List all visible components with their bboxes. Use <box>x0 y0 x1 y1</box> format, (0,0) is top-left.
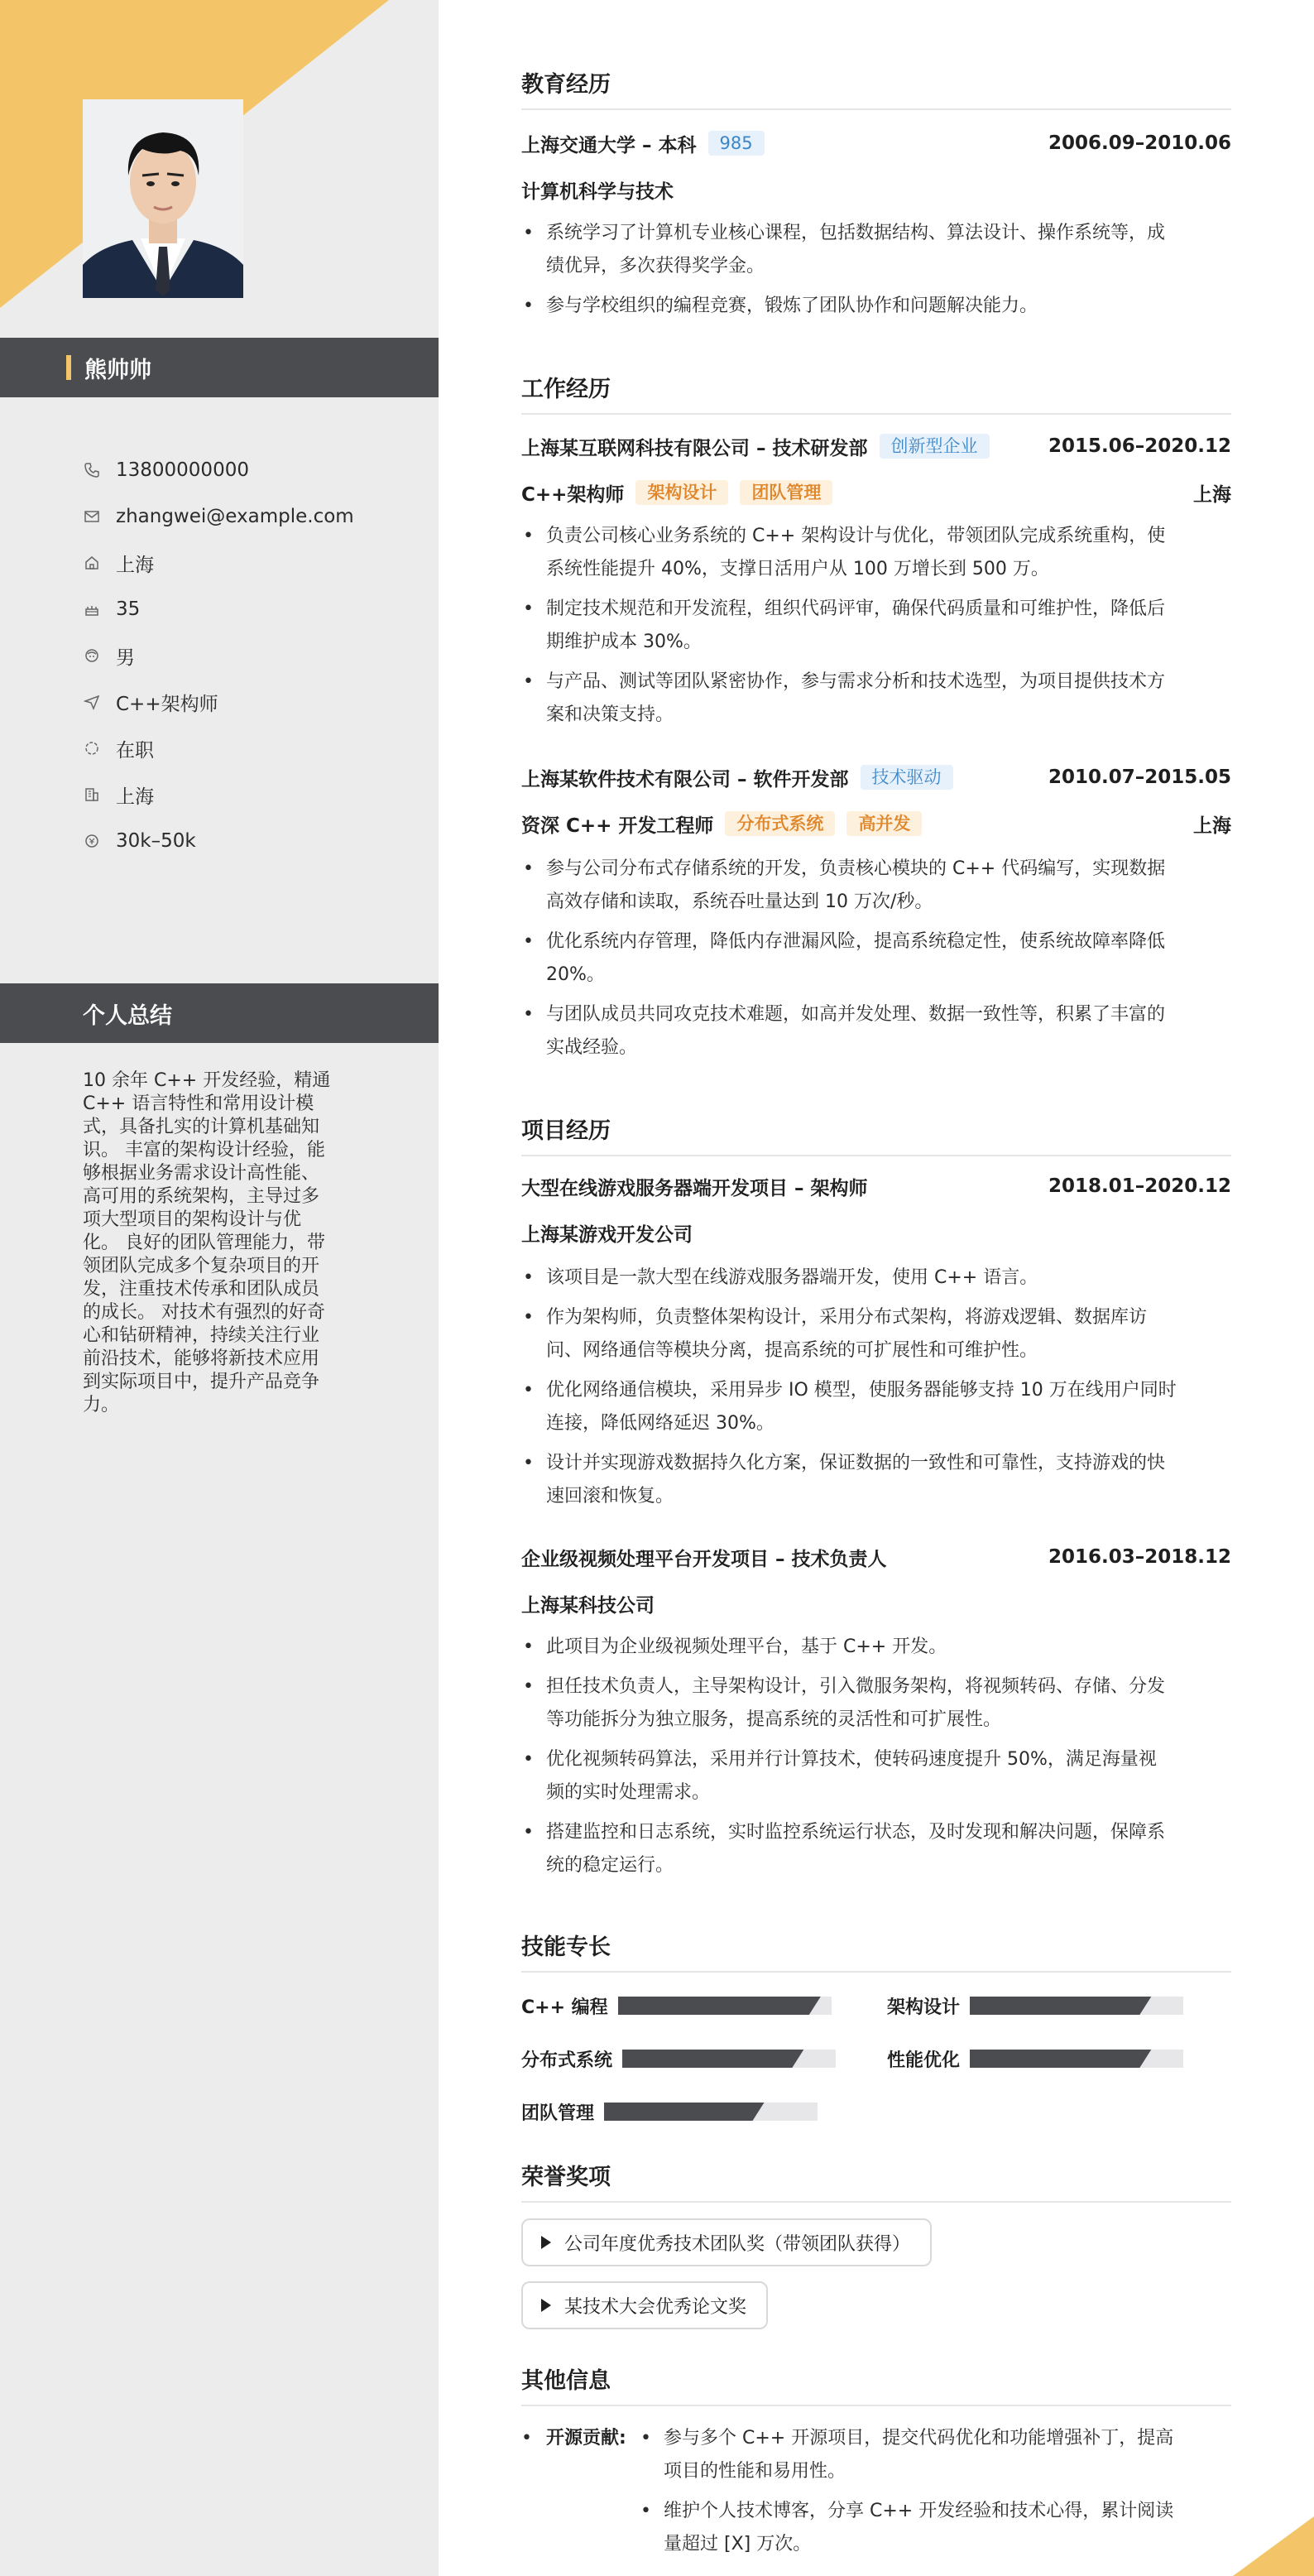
salary-icon <box>83 832 101 850</box>
contact-age: 35 <box>83 586 430 632</box>
corner-decoration <box>1233 2516 1314 2576</box>
skill-bar-fill <box>970 2050 1151 2068</box>
cake-icon <box>83 600 101 618</box>
contact-gender: 男 <box>83 632 430 679</box>
name-bar <box>0 338 439 397</box>
job-role-row <box>521 478 1231 507</box>
person-name: 熊帅帅 <box>84 357 151 383</box>
section-title-work: 工作经历 <box>521 371 1231 415</box>
project-bullets <box>521 1631 1231 1889</box>
role-tag: 架构设计 <box>635 480 728 505</box>
project-header <box>521 1172 1231 1200</box>
contact-city: 上海 <box>83 771 430 818</box>
skill-bar <box>970 2050 1183 2068</box>
list-item: • 优化网络通信模块，采用异步 IO 模型，使服务器能够支持 10 万在线用户同时 连接，降低网络延迟 30%。 <box>523 1380 1177 1434</box>
skill-bar <box>604 2103 818 2121</box>
skill-bar <box>618 1997 832 2015</box>
list-item: • 此项目为企业级视频处理平台，基于 C++ 开发。 <box>523 1636 947 1657</box>
other-label: 开源贡献: <box>546 2428 626 2449</box>
list-item: • 搭建监控和日志系统，实时监控系统运行状态，及时发现和解决问题，保障系 统的稳定运行。 <box>523 1822 1166 1876</box>
other-info: • 开源贡献: • 参与多个 C++ 开源项目，提交代码优化和功能增强补丁，提高 项目的性能和易用性。 • 维护个人技术博客，分享 C++ 开发经验和技术心得，累计阅读 量超过 [X] 万次。 <box>521 2422 1231 2568</box>
job-role-row <box>521 810 1231 838</box>
job-header <box>521 763 1231 791</box>
contact-phone: 13800000000 <box>83 447 430 493</box>
list-item: • 参与多个 C++ 开源项目，提交代码优化和功能增强补丁，提高 项目的性能和易用性。 <box>640 2428 1174 2482</box>
job-role: 资深 C++ 开发工程师 <box>521 815 714 837</box>
contact-home: 上海 <box>83 540 430 586</box>
skill-item: 架构设计 <box>887 1993 1183 2018</box>
project-bullets <box>521 1262 1231 1520</box>
mail-icon <box>83 507 101 526</box>
list-item: • 优化视频转码算法，采用并行计算技术，使转码速度提升 50%，满足海量视 频的实时处理需求。 <box>523 1749 1157 1803</box>
company-name: 上海某互联网科技有限公司 – 技术研发部 <box>521 437 868 459</box>
name-accent <box>66 355 71 380</box>
skill-item: 性能优化 <box>887 2046 1183 2071</box>
avatar <box>83 99 243 298</box>
contact-salary: 30k–50k <box>83 818 430 864</box>
skill-item: 分布式系统 <box>521 2046 836 2071</box>
list-item: • 参与公司分布式存储系统的开发，负责核心模块的 C++ 代码编写，实现数据 高效存储和读取，系统吞吐量达到 10 万次/秒。 <box>523 858 1166 912</box>
list-item: • 系统学习了计算机专业核心课程，包括数据结构、算法设计、操作系统等，成 绩优异，多次获得奖学金。 <box>523 223 1166 276</box>
school-name: 上海交通大学 – 本科 <box>521 134 697 156</box>
skill-bar-fill <box>604 2103 765 2121</box>
contact-status: 在职 <box>83 725 430 771</box>
send-icon <box>83 693 101 711</box>
role-tag: 分布式系统 <box>725 811 835 836</box>
project-name: 大型在线游戏服务器端开发项目 – 架构师 <box>521 1177 868 1199</box>
gender-icon <box>83 646 101 665</box>
company-tag: 创新型企业 <box>880 434 990 459</box>
company-tag: 技术驱动 <box>861 765 953 790</box>
job-role: C++架构师 <box>521 483 625 506</box>
list-item: • 作为架构师，负责整体架构设计，采用分布式架构，将游戏逻辑、数据库访 问、网络通信等模块分离，提高系统的可扩展性和可维护性。 <box>523 1307 1148 1361</box>
list-item: • 担任技术负责人，主导架构设计，引入微服务架构，将视频转码、存储、分发 等功能拆分为独立服务，提高系统的灵活性和可扩展性。 <box>523 1676 1166 1730</box>
sidebar <box>0 0 439 2576</box>
project-org: 上海某科技公司 <box>521 1594 655 1617</box>
contact-email: zhangwei@example.com <box>83 493 430 540</box>
job-header <box>521 432 1231 460</box>
contact-position: C++架构师 <box>83 679 430 725</box>
list-item: • 与产品、测试等团队紧密协作，参与需求分析和技术选型，为项目提供技术方 案和决策支持。 <box>523 671 1166 725</box>
list-item: • 维护个人技术博客，分享 C++ 开发经验和技术心得，累计阅读 量超过 [X] 万次。 <box>640 2501 1174 2554</box>
home-icon <box>83 554 101 572</box>
role-tag: 团队管理 <box>740 480 832 505</box>
job-location: 上海 <box>1193 483 1231 506</box>
job-location: 上海 <box>1193 815 1231 837</box>
skill-bar-fill <box>970 1997 1151 2015</box>
list-item: • 优化系统内存管理，降低内存泄漏风险，提高系统稳定性，使系统故障率降低 20%。 <box>523 931 1166 985</box>
education-date: 2006.09–2010.06 <box>1048 132 1231 154</box>
project-date: 2018.01–2020.12 <box>1048 1175 1231 1197</box>
project-header <box>521 1543 1231 1571</box>
award-item[interactable]: 公司年度优秀技术团队奖（带领团队获得） <box>521 2218 932 2266</box>
list-item: • 设计并实现游戏数据持久化方案，保证数据的一致性和可靠性，支持游戏的快 速回滚和恢复。 <box>523 1453 1166 1507</box>
list-item: • 负责公司核心业务系统的 C++ 架构设计与优化，带领团队完成系统重构，使 系统性能提升 40%，支撑日活用户从 100 万增长到 500 万。 <box>523 526 1166 579</box>
skill-item: C++ 编程 <box>521 1993 832 2018</box>
education-bullets <box>521 217 1231 329</box>
status-icon <box>83 739 101 757</box>
skill-bar-fill <box>618 1997 821 2015</box>
skill-bar <box>622 2050 836 2068</box>
job-date: 2010.07–2015.05 <box>1048 767 1231 788</box>
skill-item: 团队管理 <box>521 2099 818 2124</box>
education-header <box>521 129 1231 157</box>
list-item: • 制定技术规范和开发流程，组织代码评审，确保代码质量和可维护性，降低后 期维护成本 30%。 <box>523 598 1166 652</box>
list-item: • 该项目是一款大型在线游戏服务器端开发，使用 C++ 语言。 <box>523 1267 1038 1288</box>
school-tag: 985 <box>708 131 765 156</box>
project-date: 2016.03–2018.12 <box>1048 1546 1231 1568</box>
summary-text: 10 余年 C++ 开发经验，精通 C++ 语言特性和常用设计模 式，具备扎实的计算机基础知 识。 丰富的架构设计经验，能 够根据业务需求设计高性能、 高可用的系统架构，主导过多 项大型项目的架构设计与优 化。 良好的团队管理能力，带 领团队完成多个复杂项目的开 发，注重技术传承和团队成员 的成长。 对技术有强烈的好奇 心和钻研精神，持续关注行业 前沿技术，能够将新技术应用 到实际项目中，提升产品竞争 力。 <box>83 1070 331 1415</box>
section-title-projects: 项目经历 <box>521 1113 1231 1156</box>
company-name: 上海某软件技术有限公司 – 软件开发部 <box>521 768 849 791</box>
skill-bar <box>970 1997 1183 2015</box>
section-title-other: 其他信息 <box>521 2362 1231 2406</box>
section-title-education: 教育经历 <box>521 66 1231 110</box>
summary-header: 个人总结 <box>0 983 439 1043</box>
job-bullets <box>521 853 1231 1071</box>
role-tag: 高并发 <box>846 811 922 836</box>
project-org: 上海某游戏开发公司 <box>521 1223 693 1246</box>
play-icon <box>541 2236 551 2249</box>
job-date: 2015.06–2020.12 <box>1048 435 1231 457</box>
list-item: • 参与学校组织的编程竞赛，锻炼了团队协作和问题解决能力。 <box>523 296 1038 316</box>
play-icon <box>541 2299 551 2312</box>
contact-list <box>83 447 430 864</box>
job-bullets <box>521 520 1231 738</box>
education-major: 计算机科学与技术 <box>521 180 674 203</box>
project-name: 企业级视频处理平台开发项目 – 技术负责人 <box>521 1548 887 1570</box>
skill-bar-fill <box>622 2050 803 2068</box>
award-item[interactable]: 某技术大会优秀论文奖 <box>521 2281 768 2329</box>
building-icon <box>83 786 101 804</box>
section-title-skills: 技能专长 <box>521 1929 1231 1973</box>
section-title-honors: 荣誉奖项 <box>521 2159 1231 2203</box>
phone-icon <box>83 461 101 479</box>
list-item: • 与团队成员共同攻克技术难题，如高并发处理、数据一致性等，积累了丰富的 实战经验。 <box>523 1004 1166 1058</box>
